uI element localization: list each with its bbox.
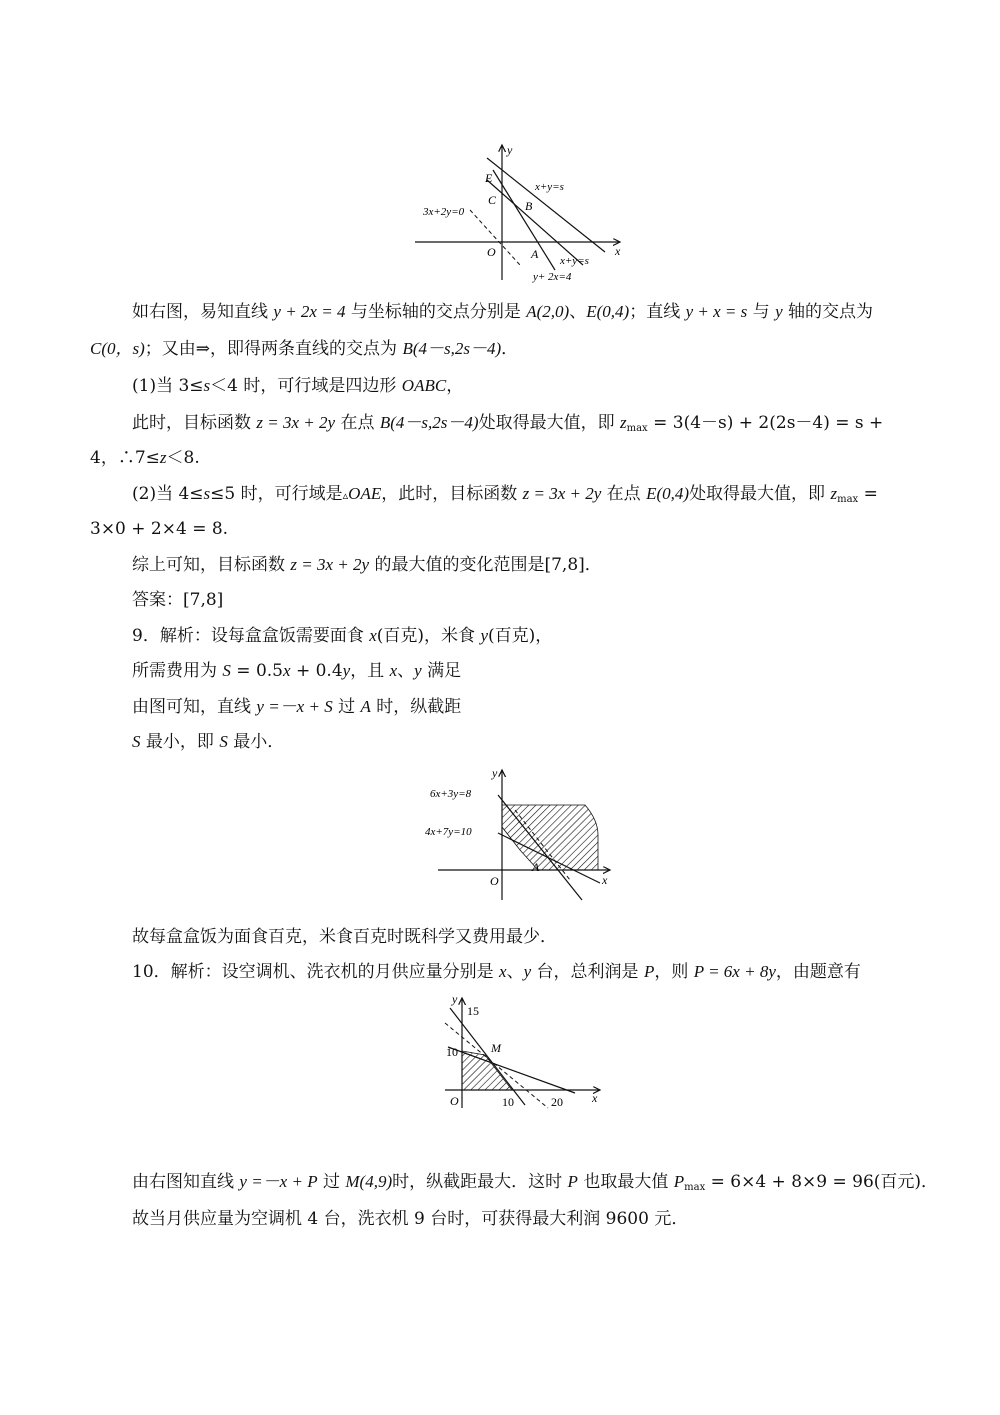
label-B: B (525, 199, 533, 213)
paragraph-9-cost: 所需费用为 S = 0.5x + 0.4y，且 x、y 满足 (132, 661, 462, 681)
paragraph-10-intro: 10．解析：设空调机、洗衣机的月供应量分别是 x、y 台，总利润是 P，则 P = 6x + 8y，由题意有 (132, 962, 861, 982)
paragraph-10-graph: 由右图知直线 y =－x + P 过 M(4,9)时，纵截距最大．这时 P 也取最大值 $P_{max} = 6\times 4 + 8\times 9 = 96$(百元)． (132, 1172, 939, 1193)
label-xys-top: x+y=s (535, 181, 564, 193)
paragraph-4: (2)当 4≤s≤5 时，可行域是▵OAE，此时，目标函数 z = 3x + 2y 在点 E(0,4)处取得最大值，即 $z_{max}$ = (132, 484, 878, 505)
tick-10-x: 10 (502, 1095, 514, 1109)
tick-15: 15 (467, 1004, 479, 1018)
label-y2x: y+ 2x=4 (533, 271, 572, 283)
paragraph-9-graph: 由图可知，直线 y =－x + S 过 A 时，纵截距 (132, 697, 462, 717)
label-O: O (490, 874, 499, 888)
label-3x2y: 3x+2y=0 (423, 206, 465, 218)
paragraph-3-cont: 4，∴7≤z＜8. (90, 448, 200, 468)
label-x: x (602, 873, 608, 887)
label-y: y (452, 992, 458, 1006)
paragraph-2: (1)当 3≤s＜4 时，可行域是四边形 OABC， (132, 376, 464, 396)
label-A: A (532, 860, 540, 874)
tick-10-y: 10 (446, 1045, 458, 1059)
answer-line: 答案：[7,8] (132, 590, 224, 610)
paragraph-4-cont: 3×0 + 2×4 = 8. (90, 519, 229, 539)
objective-line-dashed (445, 1023, 548, 1108)
label-y: y (507, 143, 513, 157)
figure-2-feasible-region (420, 765, 620, 905)
label-x: x (592, 1091, 598, 1105)
label-C: C (488, 193, 497, 207)
label-y: y (492, 766, 498, 780)
paragraph-1-cont: C(0，s)；又由⇒，即得两条直线的交点为 B(4－s,2s－4)． (90, 339, 519, 359)
line-x-plus-y-eq-s-upper (487, 158, 605, 252)
shaded-region (462, 1051, 512, 1090)
label-E: E (485, 171, 493, 185)
figure-3-feasible-region (440, 993, 620, 1113)
paragraph-1: 如右图，易知直线 y + 2x = 4 与坐标轴的交点分别是 A(2,0)、E(0,4)；直线 y + x = s 与 y 轴的交点为 (132, 302, 874, 322)
tick-20: 20 (551, 1095, 563, 1109)
label-4x7y: 4x+7y=10 (425, 826, 472, 838)
label-xys-bottom: x+y=s (560, 255, 589, 267)
label-A: A (531, 247, 539, 261)
figure-1-feasible-region (415, 140, 635, 285)
label-O: O (487, 245, 496, 259)
paragraph-3: 此时，目标函数 z = 3x + 2y 在点 B(4－s,2s－4)处取得最大值，即 $z_{max} = 3(4-s) + 2(2s-4) = s$ + (132, 413, 884, 434)
label-O: O (450, 1094, 459, 1108)
paragraph-9-intro: 9．解析：设每盒盒饭需要面食 x(百克)，米食 y(百克)， (132, 626, 553, 646)
paragraph-5: 综上可知，目标函数 z = 3x + 2y 的最大值的变化范围是[7,8]． (132, 555, 602, 575)
paragraph-10-conclusion: 故当月供应量为空调机 4 台，洗衣机 9 台时，可获得最大利润 9600 元． (132, 1209, 689, 1229)
label-x: x (615, 244, 621, 258)
paragraph-9-min: S 最小，即 S 最小． (132, 732, 285, 752)
paragraph-9-conclusion: 故每盒盒饭为面食百克，米食百克时既科学又费用最少． (132, 927, 557, 947)
label-M: M (491, 1041, 501, 1055)
label-6x3y: 6x+3y=8 (430, 788, 472, 800)
